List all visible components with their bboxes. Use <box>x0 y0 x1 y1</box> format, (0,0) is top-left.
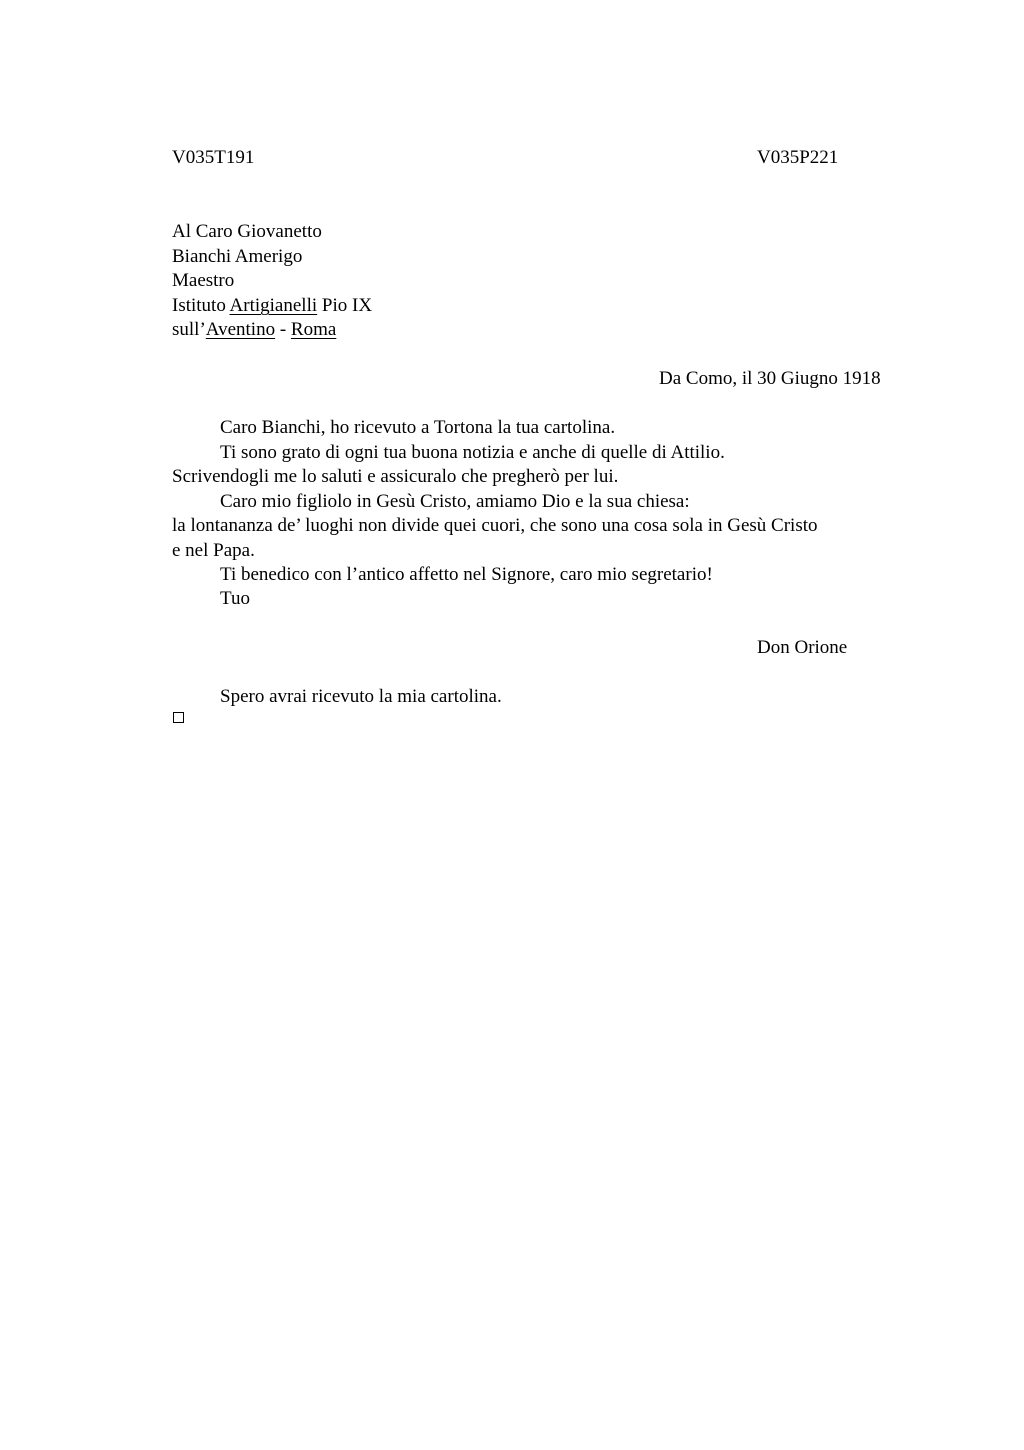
underlined-word: Artigianelli <box>229 295 318 316</box>
underlined-word: Aventino <box>205 319 276 340</box>
address-text: Istituto <box>172 295 230 316</box>
square-glyph-icon <box>173 712 184 723</box>
document-code-right: V035P221 <box>757 147 839 168</box>
body-line: Caro mio figliolo in Gesù Cristo, amiamo Dio e la sua chiesa: <box>220 491 690 512</box>
address-line-1: Al Caro Giovanetto <box>172 221 322 242</box>
address-text: - <box>275 319 291 340</box>
body-line: e nel Papa. <box>172 540 255 561</box>
address-text: sull’ <box>172 319 206 340</box>
dateline: Da Como, il 30 Giugno 1918 <box>659 368 881 389</box>
address-line-2: Bianchi Amerigo <box>172 246 303 267</box>
address-line-3: Maestro <box>172 270 235 291</box>
body-line: Ti sono grato di ogni tua buona notizia e anche di quelle di Attilio. <box>220 442 725 463</box>
underlined-word: Roma <box>290 319 337 340</box>
address-text: Pio IX <box>317 295 373 316</box>
body-line: la lontananza de’ luoghi non divide quei cuori, che sono una cosa sola in Gesù Cristo <box>172 515 818 536</box>
body-line: Tuo <box>220 588 250 609</box>
body-line: Ti benedico con l’antico affetto nel Signore, caro mio segretario! <box>220 564 713 585</box>
signature: Don Orione <box>757 637 848 658</box>
address-line-4 <box>172 294 372 318</box>
body-line: Scrivendogli me lo saluti e assicuralo che pregherò per lui. <box>172 466 619 487</box>
postscript: Spero avrai ricevuto la mia cartolina. <box>220 686 502 707</box>
document-code-left: V035T191 <box>172 147 255 168</box>
body-line: Caro Bianchi, ho ricevuto a Tortona la tua cartolina. <box>220 417 616 438</box>
address-line-5 <box>172 318 336 342</box>
